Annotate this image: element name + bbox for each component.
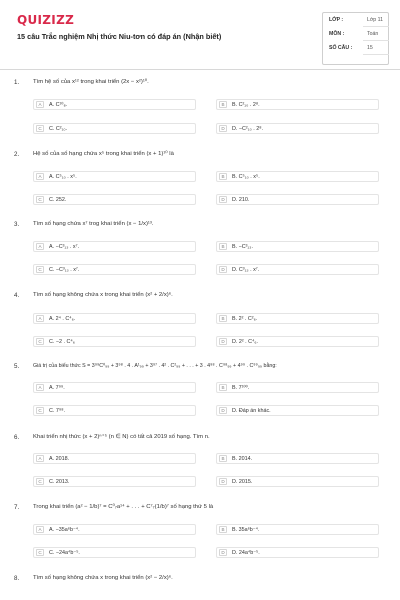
option-b[interactable] [216, 171, 379, 182]
option-text: C. C²₁₀. [49, 125, 68, 132]
option-letter: A [36, 101, 44, 108]
question-text: Giá trị của biểu thức S = 3⁹⁹C⁰₉₉ + 3⁹⁸ . 4 . A¹₉₉ + 3⁹⁷ . 4² . C²₉₉ + . . . + 3 . 4⁹⁸ . C⁹⁸₉₉ + 4⁹⁹ . C⁹⁹₉₉ bằng: [33, 363, 277, 369]
question-number: 1. [14, 79, 20, 86]
option-letter: A [36, 173, 44, 180]
option-text: D. 2015. [232, 478, 253, 485]
meta-row-class [329, 17, 387, 27]
meta-divider [363, 26, 389, 27]
option-a[interactable] [33, 524, 196, 535]
option-letter: B [219, 526, 227, 533]
option-letter: B [219, 243, 227, 250]
meta-value: Toán [367, 31, 379, 37]
option-letter: A [36, 315, 44, 322]
option-b[interactable] [216, 524, 379, 535]
option-c[interactable] [33, 336, 196, 347]
option-letter: D [219, 407, 227, 414]
question-text: Tìm số hạng không chứa x trong khai triển (x² + 2/x)⁶. [33, 292, 173, 298]
option-c[interactable] [33, 405, 196, 416]
option-b[interactable] [216, 453, 379, 464]
option-c[interactable] [33, 264, 196, 275]
option-text: B. −C³₁₃. [232, 243, 253, 250]
question-text: Khai triển nhị thức (x + 2)ⁿ⁺⁵ (n ∈ N) có tất cả 2019 số hạng. Tìm n. [33, 434, 210, 440]
quizizz-logo: QUIZIZZ [17, 13, 75, 27]
option-text: D. 210. [232, 196, 250, 203]
option-letter: D [219, 266, 227, 273]
question-number: 6. [14, 434, 20, 441]
option-letter: C [36, 196, 44, 203]
option-letter: B [219, 455, 227, 462]
meta-value: Lớp 11 [367, 17, 383, 23]
option-d[interactable] [216, 547, 379, 558]
option-letter: A [36, 455, 44, 462]
option-text: B. C⁵₁₀ . x⁵. [232, 173, 260, 180]
question-number: 3. [14, 221, 20, 228]
option-c[interactable] [33, 123, 196, 134]
question-text: Tìm số hạng chứa x⁷ trog khai triển (x − 1/x)¹³. [33, 221, 154, 227]
option-text: D. 24a⁴b⁻⁵. [232, 549, 260, 556]
option-d[interactable] [216, 194, 379, 205]
option-text: C. 7⁹⁸. [49, 407, 65, 414]
option-text: D. C³₁₃ . x⁷. [232, 266, 260, 273]
option-c[interactable] [33, 194, 196, 205]
option-text: C. −24a⁴b⁻⁵. [49, 549, 80, 556]
meta-label: SỐ CÂU : [329, 45, 353, 51]
question-number: 5. [14, 363, 20, 370]
page-title: 15 câu Trắc nghiệm Nhị thức Niu-tơn có đáp án (Nhận biết) [17, 32, 222, 41]
option-letter: C [36, 407, 44, 414]
option-a[interactable] [33, 241, 196, 252]
option-letter: B [219, 315, 227, 322]
option-text: C. −C³₁₃ . x⁷. [49, 266, 80, 273]
option-a[interactable] [33, 313, 196, 324]
question-number: 7. [14, 504, 20, 511]
question-text: Hệ số của số hạng chứa x⁵ trong khai triển (x + 1)¹⁰ là [33, 151, 174, 157]
meta-info-box [322, 12, 389, 65]
option-letter: C [36, 125, 44, 132]
option-text: A. C⁵₁₀ . x⁵. [49, 173, 77, 180]
option-a[interactable] [33, 453, 196, 464]
question-text: Tìm hệ số của x¹² trong khai triển (2x − x²)¹⁰. [33, 79, 149, 85]
option-c[interactable] [33, 547, 196, 558]
option-letter: A [36, 526, 44, 533]
option-text: B. 2² . C²₆. [232, 315, 258, 322]
question-text: Trong khai triển (a² − 1/b)⁷ = C⁰₇a¹⁴ + . . . + C⁷₇(1/b)⁷ số hạng thứ 5 là [33, 504, 214, 510]
option-a[interactable] [33, 171, 196, 182]
option-d[interactable] [216, 123, 379, 134]
option-letter: B [219, 101, 227, 108]
option-text: A. 2018. [49, 455, 70, 462]
meta-value: 15 [367, 45, 373, 51]
question-number: 8. [14, 575, 20, 582]
option-letter: C [36, 478, 44, 485]
question-number: 2. [14, 151, 20, 158]
option-letter: D [219, 125, 227, 132]
option-letter: C [36, 338, 44, 345]
meta-label: LỚP : [329, 17, 344, 23]
option-b[interactable] [216, 313, 379, 324]
option-letter: D [219, 549, 227, 556]
option-letter: D [219, 478, 227, 485]
meta-row-subject [329, 31, 387, 41]
option-d[interactable] [216, 476, 379, 487]
option-letter: C [36, 266, 44, 273]
question-text: Tìm số hạng không chứa x trong khai triển (x² − 2/x)⁶. [33, 575, 173, 581]
option-letter: B [219, 384, 227, 391]
option-text: C. −2 . C⁴₆ [49, 338, 75, 345]
option-text: D. Đáp án khác. [232, 407, 271, 414]
option-b[interactable] [216, 241, 379, 252]
option-letter: A [36, 243, 44, 250]
option-letter: C [36, 549, 44, 556]
option-text: B. C²₁₀ . 2⁸. [232, 101, 260, 108]
option-text: A. C¹⁰₈. [49, 101, 68, 108]
option-d[interactable] [216, 336, 379, 347]
meta-divider [363, 54, 389, 55]
worksheet-header [0, 0, 400, 70]
option-b[interactable] [216, 99, 379, 110]
option-text: A. 2⁴ . C⁴₆. [49, 315, 76, 322]
option-d[interactable] [216, 405, 379, 416]
option-text: B. 2014. [232, 455, 253, 462]
option-text: B. 35a⁶b⁻⁴. [232, 526, 260, 533]
option-text: A. 7⁹⁹. [49, 384, 65, 391]
option-letter: B [219, 173, 227, 180]
option-a[interactable] [33, 99, 196, 110]
option-text: C. 2013. [49, 478, 70, 485]
option-c[interactable] [33, 476, 196, 487]
option-a[interactable] [33, 382, 196, 393]
option-d[interactable] [216, 264, 379, 275]
option-text: D. −C²₁₀ . 2⁸. [232, 125, 264, 132]
meta-divider [363, 40, 389, 41]
question-number: 4. [14, 292, 20, 299]
option-letter: D [219, 338, 227, 345]
meta-row-count [329, 45, 387, 55]
option-letter: A [36, 384, 44, 391]
option-text: A. −35a⁶b⁻⁴. [49, 526, 80, 533]
option-letter: D [219, 196, 227, 203]
option-text: D. 2² . C⁴₆. [232, 338, 259, 345]
option-b[interactable] [216, 382, 379, 393]
option-text: A. −C³₁₃ . x⁷. [49, 243, 80, 250]
meta-label: MÔN : [329, 31, 345, 37]
option-text: C. 252. [49, 196, 67, 203]
option-text: B. 7¹⁰⁰. [232, 384, 250, 391]
